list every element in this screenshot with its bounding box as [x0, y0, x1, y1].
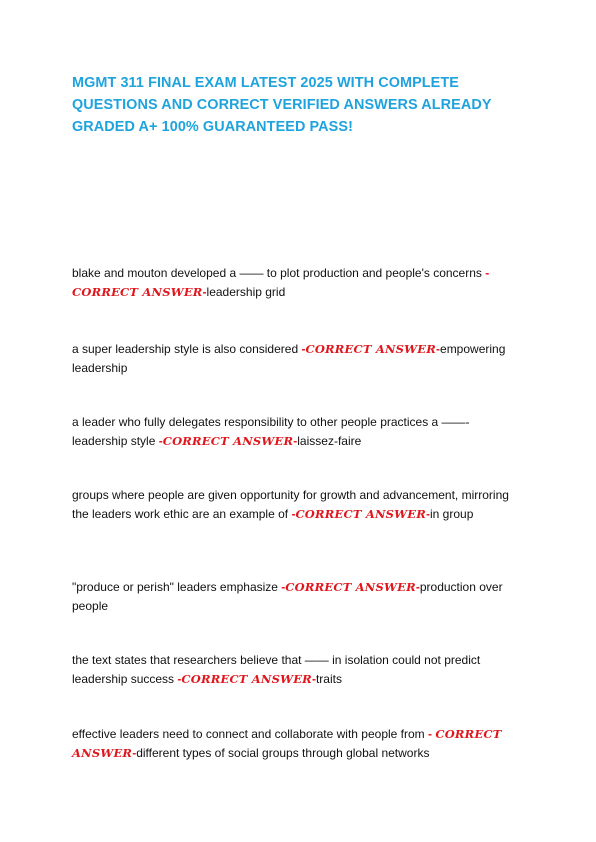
question-text: groups where people are given opportunity for growth and advancement, mirroring the leaders work ethic are an example of — [72, 488, 509, 521]
correct-answer-marker: CORRECT ANSWER — [72, 285, 203, 299]
qa-item — [72, 725, 527, 763]
marker-dash: - — [311, 672, 316, 686]
marker-dash: - — [415, 580, 420, 594]
answer-text: traits — [315, 672, 342, 686]
marker-dash: - — [177, 672, 182, 686]
qa-item — [72, 264, 527, 302]
question-text: blake and mouton developed a —— to plot production and people's concerns — [72, 266, 486, 280]
question-text: a super leadership style is also considered — [72, 342, 302, 356]
correct-answer-marker: CORRECT ANSWER — [162, 434, 294, 448]
correct-answer-marker: CORRECT ANSWER — [305, 342, 437, 356]
answer-text: laissez-faire — [297, 434, 362, 448]
marker-dash: - — [301, 342, 306, 356]
question-text: "produce or perish" leaders emphasize — [72, 580, 282, 594]
document-title: MGMT 311 FINAL EXAM LATEST 2025 WITH COMPLETE QUESTIONS AND CORRECT VERIFIED ANSWERS ALREADY GRADED A+ 100% GUARANTEED PASS! — [72, 75, 492, 135]
correct-answer-marker: CORRECT ANSWER — [285, 580, 416, 594]
correct-answer-marker: CORRECT ANSWER — [295, 507, 426, 521]
qa-item — [72, 413, 527, 451]
qa-item — [72, 486, 527, 524]
marker-dash: - — [426, 507, 430, 521]
marker-dash: - — [436, 342, 441, 356]
marker-dash: - — [281, 580, 286, 594]
answer-text: production over people — [72, 580, 503, 613]
marker-dash: - — [428, 727, 433, 741]
answer-text: in group — [430, 507, 474, 521]
question-text: effective leaders need to connect and collaborate with people from — [72, 727, 429, 741]
qa-item — [72, 578, 527, 616]
answer-text: leadership grid — [206, 285, 286, 299]
correct-answer-marker: CORRECT ANSWER — [181, 672, 312, 686]
marker-dash: - — [132, 746, 137, 760]
answer-text: empowering leadership — [72, 342, 506, 375]
marker-dash: - — [202, 285, 207, 299]
correct-answer-marker: CORRECT ANSWER — [72, 727, 502, 760]
marker-dash: - — [291, 507, 296, 521]
qa-item — [72, 340, 527, 378]
question-text: the text states that researchers believe that —— in isolation could not predict leadership success — [72, 653, 481, 686]
qa-item — [72, 651, 527, 689]
answer-text: different types of social groups through global networks — [136, 746, 430, 760]
marker-dash: - — [293, 434, 298, 448]
marker-dash: - — [158, 434, 163, 448]
marker-dash: - — [485, 266, 490, 280]
question-text: a leader who fully delegates responsibility to other people practices a ——- leadership style — [72, 415, 470, 448]
